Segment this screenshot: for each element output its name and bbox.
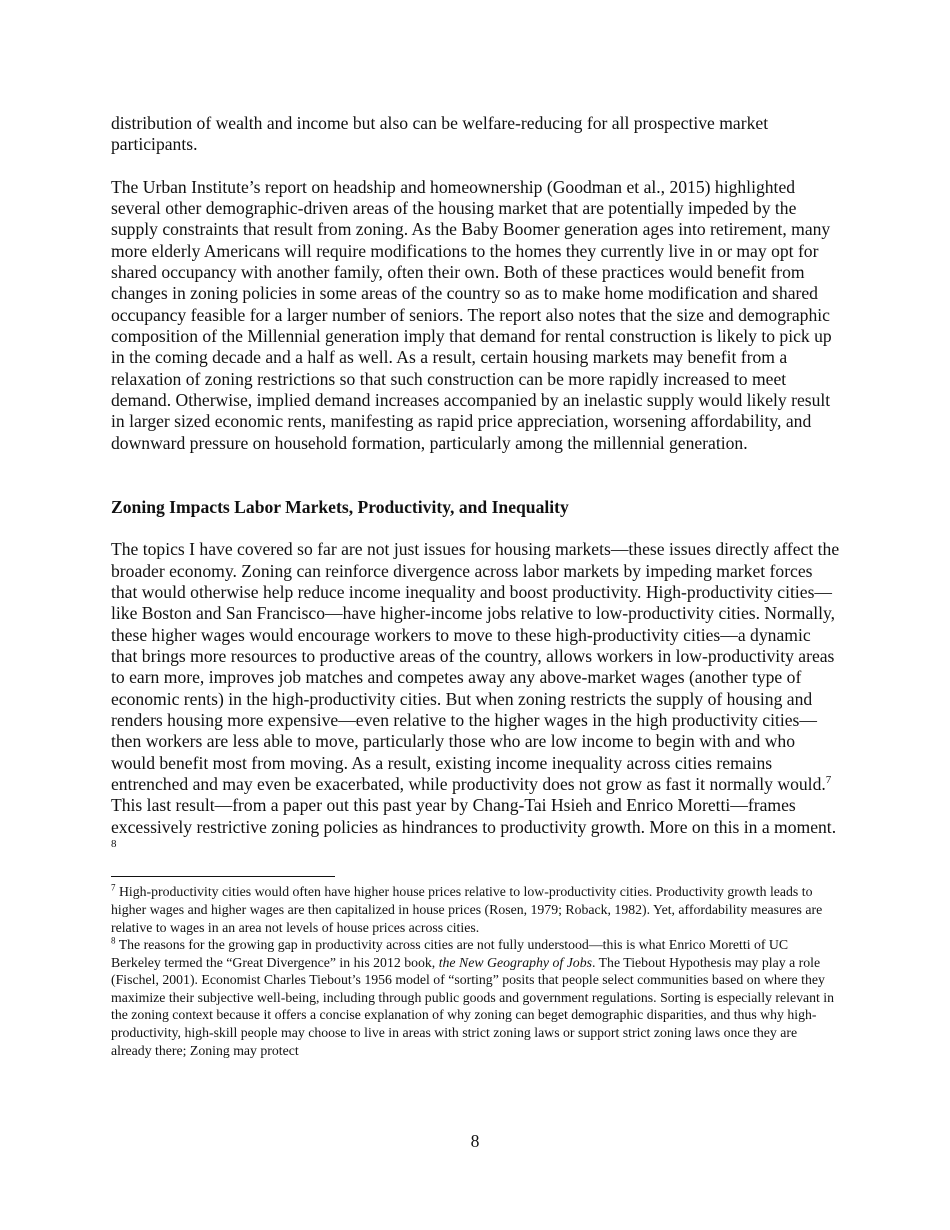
footnote-reference-8[interactable]: 8 [111,838,117,851]
body-paragraph-continued: distribution of wealth and income but also can be welfare-reducing for all prospective market participants. [111,113,769,155]
footnote-7 [111,883,841,936]
footnote-text-7: High-productivity cities would often have higher house prices relative to low-productivity cities. Productivity growth leads to higher wages and higher wages are then capitalized in house prices (Rosen, 1979; Roback, 1982). Yet, affordability measures are relative to wages in an area not levels of house prices across cities. [111,884,823,935]
footnote-divider [111,876,335,877]
document-page [111,113,841,1059]
paragraph-text-part2: This last result—from a paper out this past year by Chang-Tai Hsieh and Enrico Moretti—frames excessively restrictive zoning policies as hindrances to productivity growth. More on this in a moment. [111,795,837,837]
footnote-text-8-after: . The Tiebout Hypothesis may play a role (Fischel, 2001). Economist Charles Tiebout’s 1956 model of “sorting” posits that people select communities based on where they maximize their subjective well-being, including through public goods and government regulations. Sorting is especially relevant in the zoning context because it offers a concise explanation of why zoning can beget demographic disparities, and thus why high-productivity, high-skill people may choose to live in areas with strict zoning laws or support strict zoning laws once they are already there; Zoning may protect [111,954,835,1058]
body-paragraph-urban-institute: The Urban Institute’s report on headship and homeownership (Goodman et al., 2015) highlighted several other demographic-driven areas of the housing market that are potentially impeded by the supply constraints that result from zoning. As the Baby Boomer generation ages into retirement, many more elderly Americans will require modifications to the homes they currently live in or may opt for shared occupancy with another family, often their own. Both of these practices would benefit from changes in zoning policies in some areas of the country so as to make home modification and shared occupancy feasible for a larger number of seniors. The report also notes that the size and demographic composition of the Millennial generation imply that demand for rental construction is likely to pick up in the coming decade and a half as well. As a result, certain housing markets may benefit from a relaxation of zoning restrictions so that such construction can be more rapidly increased to meet demand. Otherwise, implied demand increases accompanied by an inelastic supply would likely result in larger sized economic rents, manifesting as rapid price appreciation, worsening affordability, and downward pressure on household formation, particularly among the millennial generation. [111,176,832,453]
page-number: 8 [470,1131,480,1151]
paragraph-text-part1: The topics I have covered so far are not just issues for housing markets—these issues directly affect the broader economy. Zoning can reinforce divergence across labor markets by impeding market forces that would otherwise help reduce income inequality and boost productivity. High-productivity cities—like Boston and San Francisco—have higher-income jobs relative to low-productivity cities. Normally, these higher wages would encourage workers to move to these high-productivity cities—a dynamic that brings more resources to productive areas of the country, allows workers in low-productivity areas to earn more, improves job matches and competes away any above-market wages (another type of economic rents) in the high-productivity cities. But when zoning restricts the supply of housing and renders housing more expensive—even relative to the higher wages in the high productivity cities—then workers are less able to move, particularly those who are low income to begin with and who would benefit most from moving. As a result, existing income inequality across cities remains entrenched and may even be exacerbated, while productivity does not grow as fast it normally would. [111,539,840,794]
footnote-book-title: the New Geography of Jobs [438,954,592,970]
body-paragraph-labor-markets [111,539,841,859]
section-heading: Zoning Impacts Labor Markets, Productivity, and Inequality [111,497,569,518]
footnote-text-8-before: The reasons for the growing gap in productivity across cities are not fully understood—this is what Enrico Moretti of UC Berkeley termed the “Great Divergence” in his 2012 book, [111,937,789,970]
footnote-reference-7[interactable]: 7 [825,774,832,787]
footnote-number-7: 7 [111,882,116,893]
footnote-8 [111,936,841,1059]
footnote-number-8: 8 [111,935,116,946]
